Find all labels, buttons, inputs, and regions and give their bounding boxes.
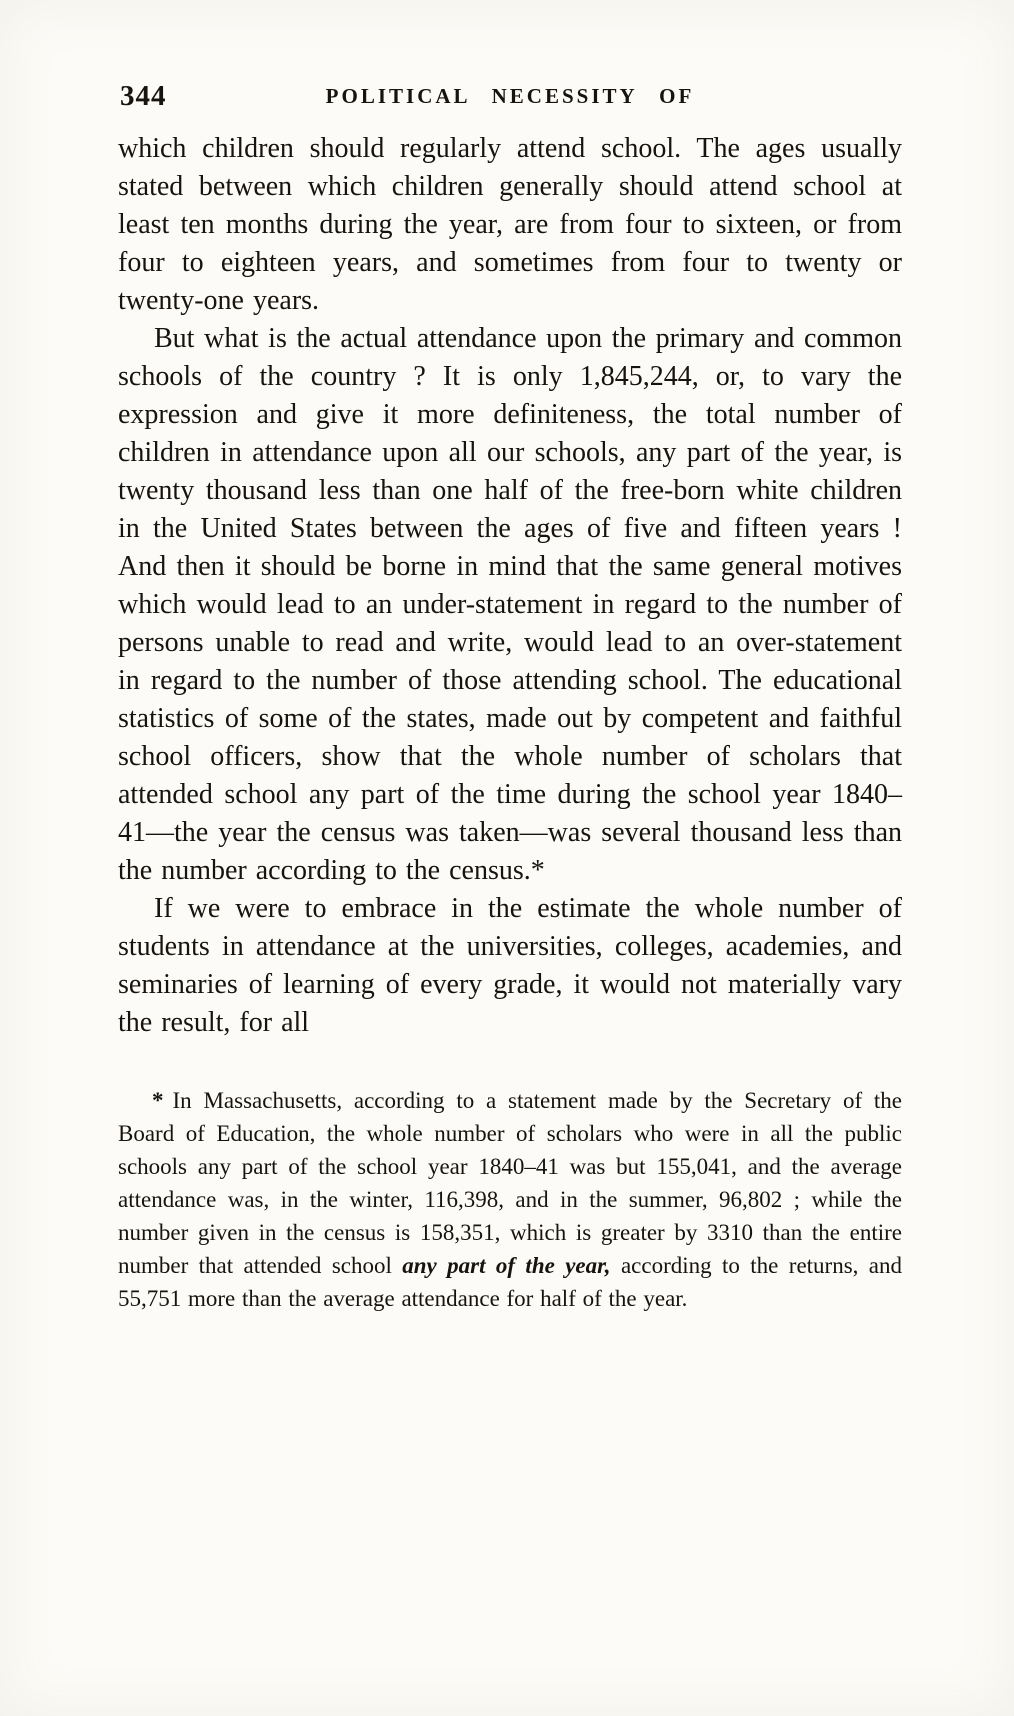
paragraph-attendance-statistics: But what is the actual attendance upon the primary and common schools of the country ? It is only 1,845,244, or, to vary the expression and give it more definiteness, the total number of children in attendance upon all our schools, any part of the year, is twenty thousand less than one half of the free-born white children in the United States between the ages of five and fifteen years ! And then it should be borne in mind that the same general motives which would lead to an under-statement in regard to the number of persons unable to read and write, would lead to an over-statement in regard to the number of those attending school. The educational statistics of some of the states, made out by competent and faithful school officers, show that the whole number of scholars that attended school any part of the time during the school year 1840–41—the year the census was taken—was several thousand less than the number according to the census.* xyxy=(118,323,902,886)
footnote-asterisk-marker: * xyxy=(152,1088,164,1113)
body-text xyxy=(118,130,902,1042)
paragraph-continuation: which children should regularly attend school. The ages usually stated between which children generally should attend school at least ten months during the year, are from four to sixteen, or from four to eighteen years, and sometimes from four to twenty or twenty-one years. xyxy=(118,133,902,316)
footnote-body-part-2: according to the returns, and 55,751 more than the average attendance for half of the year. xyxy=(118,1253,902,1311)
footnote-body-part-1: In Massachusetts, according to a statement made by the Secretary of the Board of Education, the whole number of scholars who were in all the public schools any part of the school year 1840–41 was but 155,041, and the average attendance was, in the winter, 116,398, and in the summer, 96,802 ; while the number given in the census is 158,351, which is greater by 3310 than the entire number that attended school xyxy=(118,1088,902,1278)
footnote-italic-phrase: any part of the year, xyxy=(402,1253,611,1278)
footnote-section xyxy=(118,1084,902,1315)
running-title: POLITICAL NECESSITY OF xyxy=(325,84,695,108)
page-number: 344 xyxy=(120,80,167,112)
page-header xyxy=(118,78,902,114)
paragraph-estimate: If we were to embrace in the estimate the whole number of students in attendance at the universities, colleges, academies, and seminaries of learning of every grade, it would not materially vary the result, for all xyxy=(118,893,902,1038)
footnote-text xyxy=(118,1084,902,1315)
